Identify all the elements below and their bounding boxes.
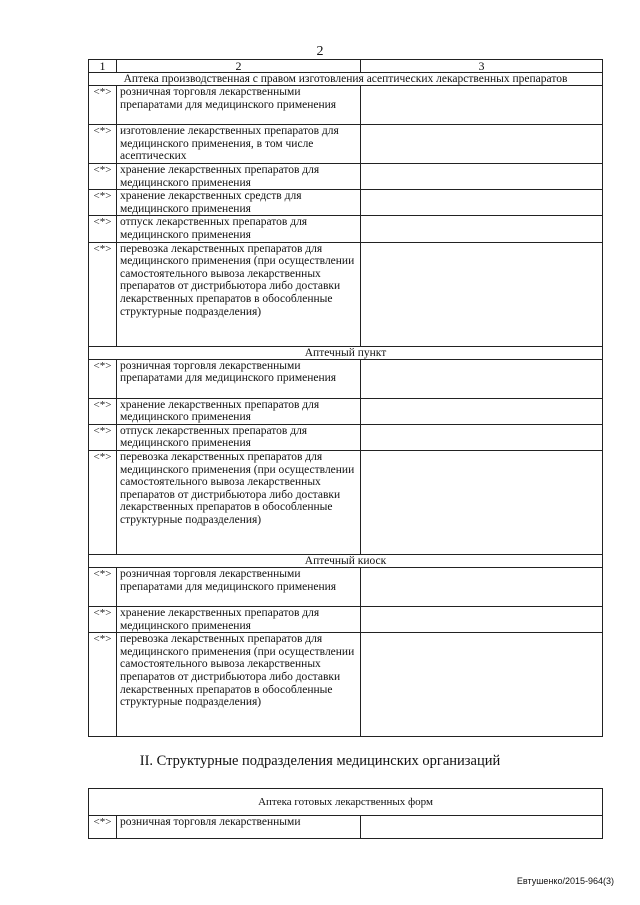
- row-value-cell: [361, 816, 603, 839]
- row-mark: <*>: [89, 424, 117, 450]
- activity-table: [88, 59, 603, 737]
- row-value-cell: [361, 567, 603, 606]
- column-header: 1: [89, 60, 117, 73]
- table-row: [89, 190, 603, 216]
- section-row: [89, 789, 603, 816]
- row-mark: <*>: [89, 398, 117, 424]
- row-value-cell: [361, 242, 603, 346]
- row-value-cell: [361, 190, 603, 216]
- row-value-cell: [361, 216, 603, 242]
- table-row: [89, 567, 603, 606]
- row-text: отпуск лекарственных препаратов для медицинского применения: [117, 424, 361, 450]
- table-header-row: [89, 60, 603, 73]
- row-text: хранение лекарственных препаратов для медицинского применения: [117, 398, 361, 424]
- row-mark: <*>: [89, 125, 117, 164]
- row-mark: <*>: [89, 164, 117, 190]
- row-text: изготовление лекарственных препаратов для медицинского применения, в том числе асептических: [117, 125, 361, 164]
- row-mark: <*>: [89, 606, 117, 632]
- table-row: [89, 125, 603, 164]
- row-text: розничная торговля лекарственными препаратами для медицинского применения: [117, 86, 361, 125]
- page-number: 2: [316, 44, 324, 59]
- row-text: розничная торговля лекарственными препаратами для медицинского применения: [117, 359, 361, 398]
- row-text: перевозка лекарственных препаратов для медицинского применения (при осуществлении самостоятельного вывоза лекарственных препаратов от дистрибьютора либо доставки лекарственных препаратов в обособленные структурные подразделения): [117, 633, 361, 737]
- section-row: [89, 554, 603, 567]
- row-mark: <*>: [89, 216, 117, 242]
- table-row: [89, 359, 603, 398]
- section-row: [89, 73, 603, 86]
- row-mark: <*>: [89, 359, 117, 398]
- row-value-cell: [361, 606, 603, 632]
- row-value-cell: [361, 164, 603, 190]
- row-mark: <*>: [89, 567, 117, 606]
- row-value-cell: [361, 398, 603, 424]
- row-text: розничная торговля лекарственными препаратами для медицинского применения: [117, 567, 361, 606]
- column-header: 3: [361, 60, 603, 73]
- section-title: Аптека готовых лекарственных форм: [89, 789, 603, 816]
- row-mark: <*>: [89, 633, 117, 737]
- section-title: Аптечный пункт: [89, 346, 603, 359]
- row-text: хранение лекарственных препаратов для медицинского применения: [117, 606, 361, 632]
- row-value-cell: [361, 125, 603, 164]
- row-text: отпуск лекарственных препаратов для медицинского применения: [117, 216, 361, 242]
- table-row: [89, 816, 603, 839]
- table-row: [89, 216, 603, 242]
- row-mark: <*>: [89, 816, 117, 839]
- section-title: Аптека производственная с правом изготовления асептических лекарственных препаратов: [89, 73, 603, 86]
- row-value-cell: [361, 424, 603, 450]
- row-text: розничная торговля лекарственными: [117, 816, 361, 839]
- table-row: [89, 398, 603, 424]
- row-text: хранение лекарственных препаратов для медицинского применения: [117, 164, 361, 190]
- table-row: [89, 164, 603, 190]
- row-mark: <*>: [89, 86, 117, 125]
- row-text: перевозка лекарственных препаратов для медицинского применения (при осуществлении самостоятельного вывоза лекарственных препаратов от дистрибьютора либо доставки лекарственных препаратов в обособленные структурные подразделения): [117, 242, 361, 346]
- row-text: перевозка лекарственных препаратов для медицинского применения (при осуществлении самостоятельного вывоза лекарственных препаратов от дистрибьютора либо доставки лекарственных препаратов в обособленные структурные подразделения): [117, 450, 361, 554]
- row-text: хранение лекарственных средств для медицинского применения: [117, 190, 361, 216]
- row-mark: <*>: [89, 242, 117, 346]
- column-header: 2: [117, 60, 361, 73]
- row-value-cell: [361, 450, 603, 554]
- medical-org-table: [88, 788, 603, 839]
- section-title: Аптечный киоск: [89, 554, 603, 567]
- section-heading: II. Структурные подразделения медицинских организаций: [139, 753, 501, 769]
- row-value-cell: [361, 633, 603, 737]
- document-code: Евтушенко/2015-964(3): [516, 876, 614, 886]
- row-value-cell: [361, 86, 603, 125]
- section-row: [89, 346, 603, 359]
- table-row: [89, 424, 603, 450]
- table-row: [89, 450, 603, 554]
- table-row: [89, 606, 603, 632]
- row-mark: <*>: [89, 450, 117, 554]
- row-mark: <*>: [89, 190, 117, 216]
- table-row: [89, 86, 603, 125]
- table-row: [89, 242, 603, 346]
- table-row: [89, 633, 603, 737]
- row-value-cell: [361, 359, 603, 398]
